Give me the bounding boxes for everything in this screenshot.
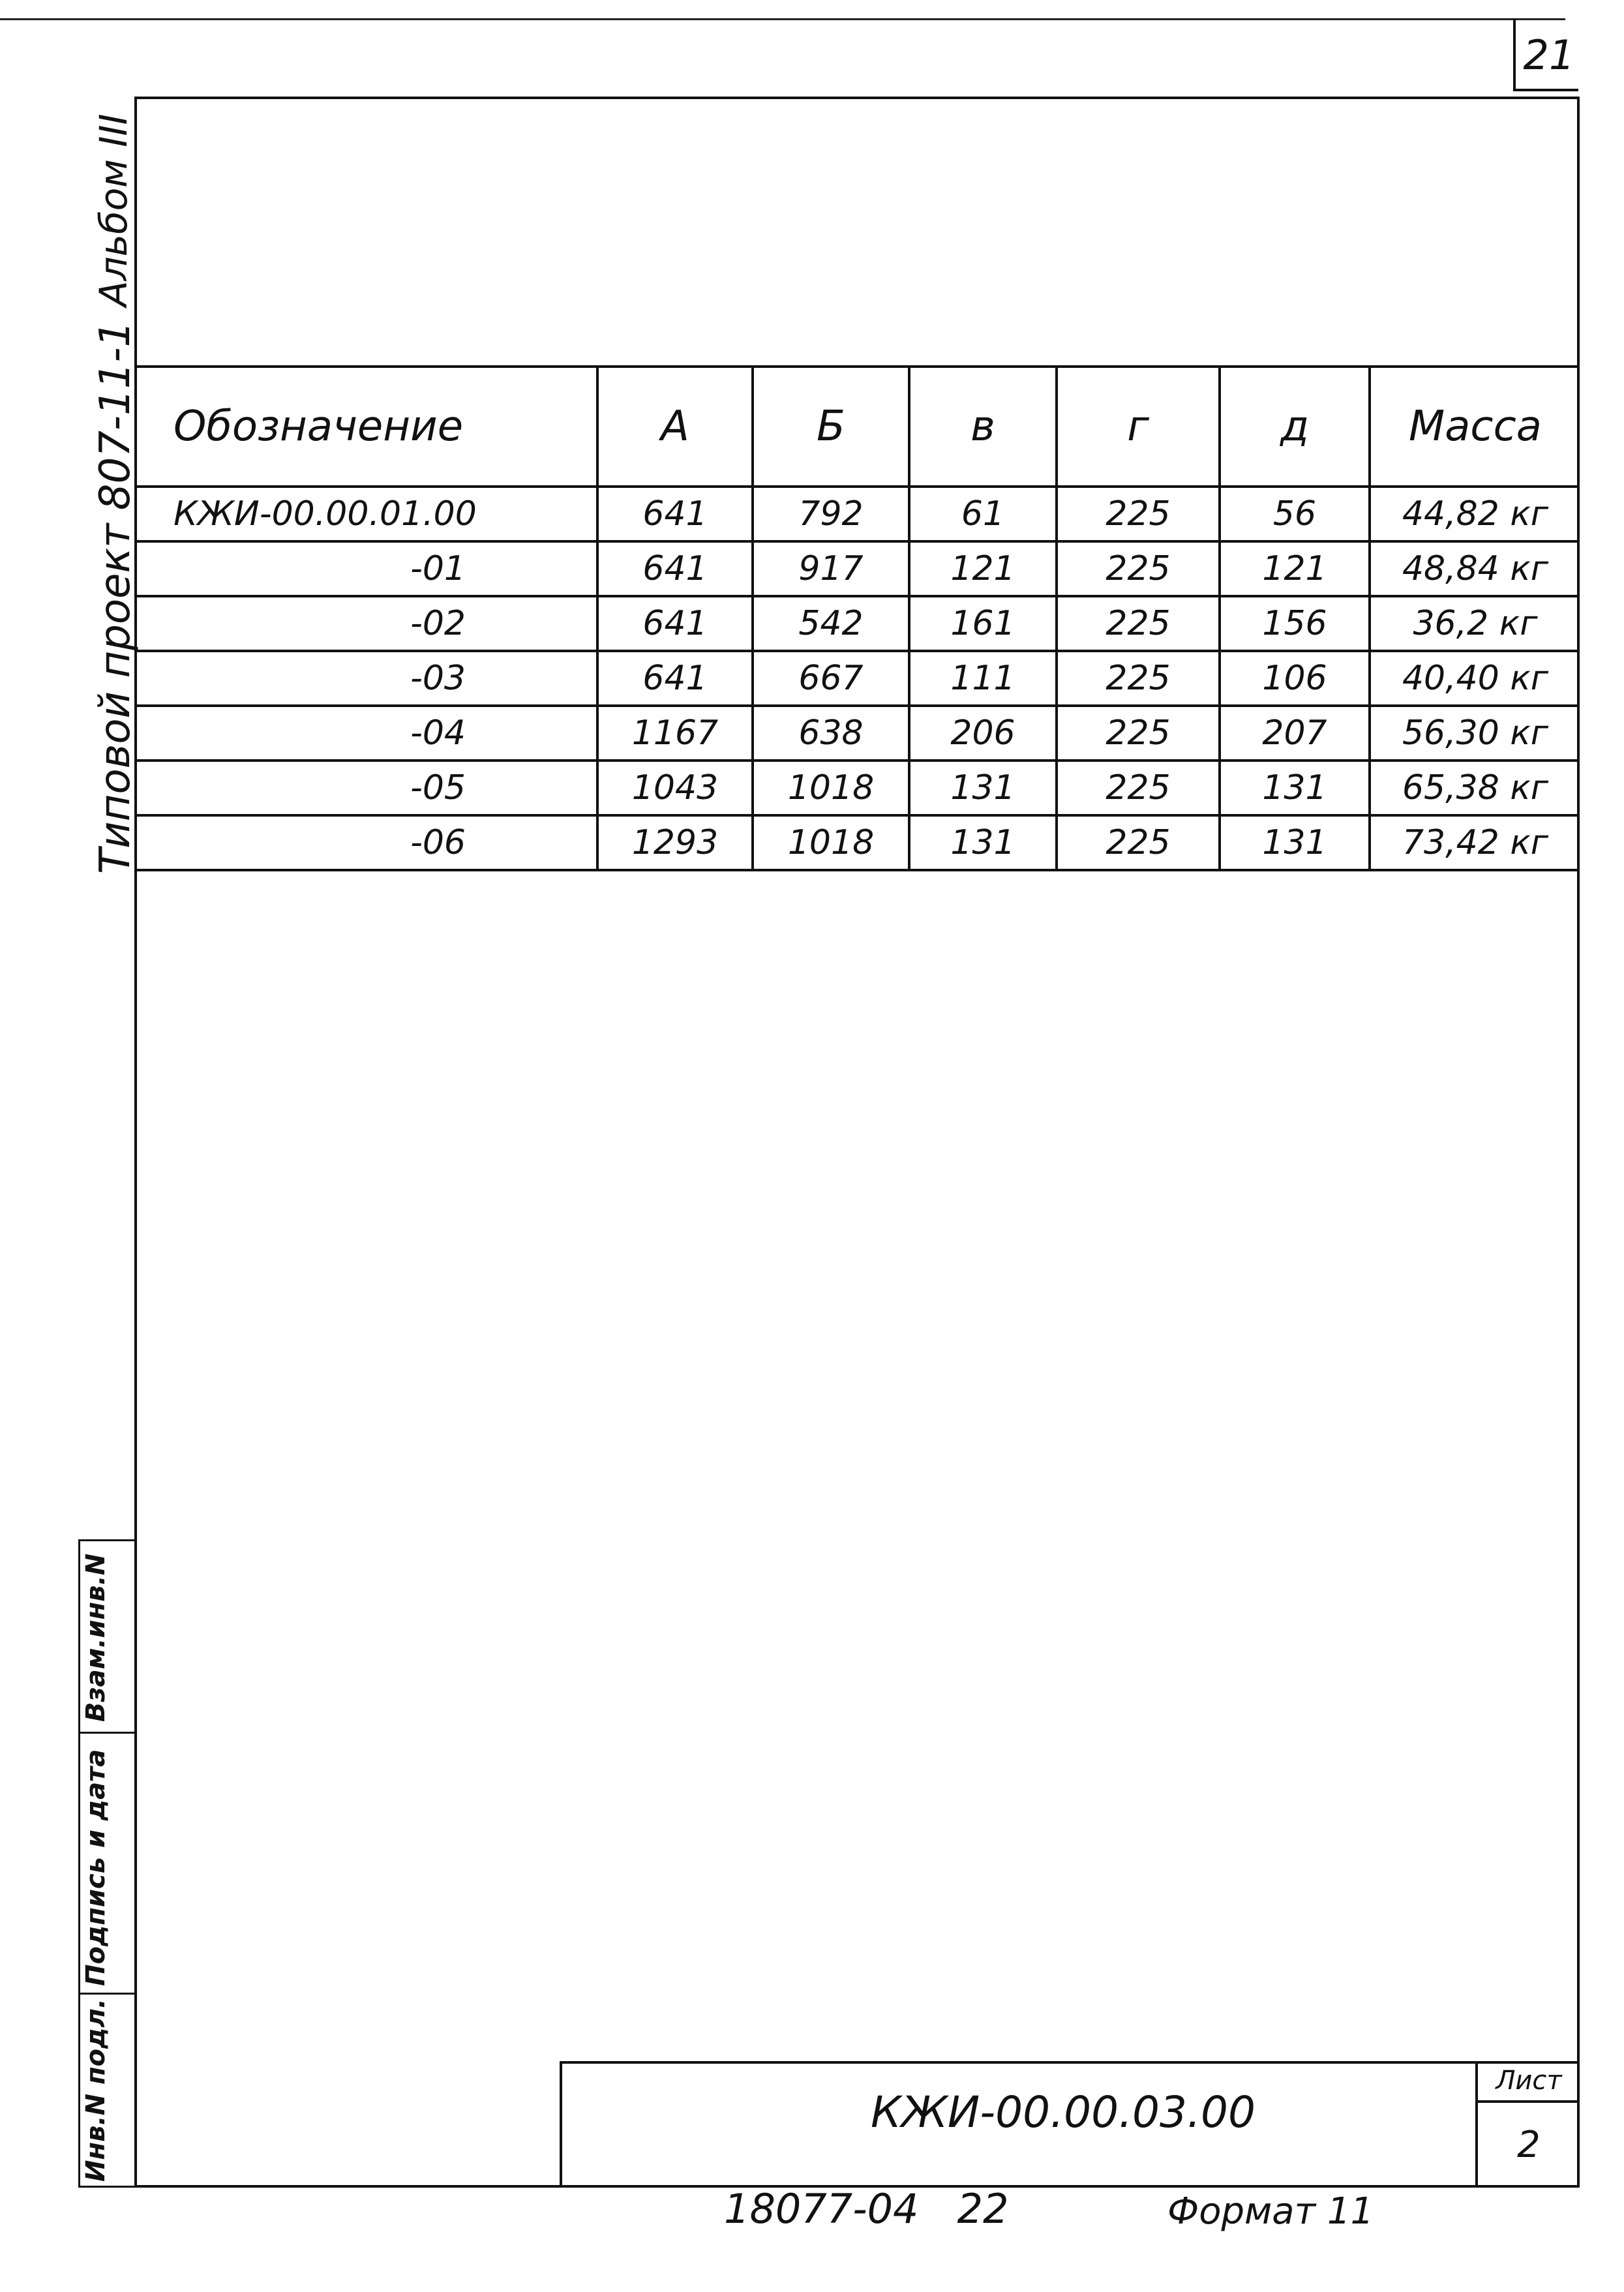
header-v: в	[909, 367, 1057, 487]
cell-d: 121	[1220, 541, 1370, 596]
table-row	[134, 706, 1580, 761]
album-label: Альбом III	[91, 113, 136, 307]
cell-b: 917	[753, 541, 909, 596]
cell-a: 1293	[597, 815, 753, 870]
cell-b: 792	[753, 487, 909, 541]
cell-a: 1167	[597, 706, 753, 761]
header-mass: Масса	[1370, 367, 1580, 487]
cell-designation: -03	[134, 651, 597, 706]
format-label: Формат 11	[1167, 2190, 1374, 2233]
cell-b: 667	[753, 651, 909, 706]
cell-v: 121	[909, 541, 1057, 596]
cell-designation: -02	[134, 596, 597, 651]
strip-divider-1	[78, 1732, 134, 1734]
cell-d: 156	[1220, 596, 1370, 651]
page-number-box-bottom	[1513, 89, 1578, 91]
table-row	[134, 596, 1580, 651]
table-header-row	[134, 367, 1580, 487]
page-number: 21	[1523, 31, 1575, 79]
cell-a: 1043	[597, 761, 753, 815]
page-number-box-left	[1513, 18, 1516, 90]
cell-d: 131	[1220, 761, 1370, 815]
table-row	[134, 487, 1580, 541]
cell-designation: -01	[134, 541, 597, 596]
cell-a: 641	[597, 596, 753, 651]
cell-designation: -06	[134, 815, 597, 870]
table-row	[134, 761, 1580, 815]
cell-a: 641	[597, 541, 753, 596]
cell-b: 1018	[753, 761, 909, 815]
cell-a: 641	[597, 651, 753, 706]
cell-b: 542	[753, 596, 909, 651]
table-row	[134, 815, 1580, 870]
document-code: КЖИ-00.00.03.00	[870, 2087, 1256, 2137]
cell-g: 225	[1057, 706, 1220, 761]
cell-g: 225	[1057, 651, 1220, 706]
specification-table	[134, 365, 1580, 871]
header-a: А	[597, 367, 753, 487]
table-row	[134, 541, 1580, 596]
cell-mass: 56,30 кг	[1370, 706, 1580, 761]
cell-designation: -04	[134, 706, 597, 761]
cell-g: 225	[1057, 487, 1220, 541]
cell-mass: 48,84 кг	[1370, 541, 1580, 596]
cell-v: 131	[909, 761, 1057, 815]
cell-d: 207	[1220, 706, 1370, 761]
cell-b: 1018	[753, 815, 909, 870]
cell-g: 225	[1057, 761, 1220, 815]
cell-g: 225	[1057, 596, 1220, 651]
header-b: Б	[753, 367, 909, 487]
cell-v: 161	[909, 596, 1057, 651]
table-row	[134, 651, 1580, 706]
cell-designation: -05	[134, 761, 597, 815]
strip-vzam-label: Взам.инв.N	[81, 1553, 111, 1722]
header-d: д	[1220, 367, 1370, 487]
strip-divider-2	[78, 1993, 134, 1995]
cell-b: 638	[753, 706, 909, 761]
cell-mass: 73,42 кг	[1370, 815, 1580, 870]
cell-mass: 65,38 кг	[1370, 761, 1580, 815]
cell-mass: 40,40 кг	[1370, 651, 1580, 706]
order-number: 18077-04 22	[724, 2185, 1009, 2233]
cell-d: 56	[1220, 487, 1370, 541]
cell-mass: 36,2 кг	[1370, 596, 1580, 651]
strip-inv-label: Инв.N подл.	[81, 1998, 111, 2182]
cell-g: 225	[1057, 815, 1220, 870]
top-border-line	[0, 18, 1565, 20]
cell-v: 206	[909, 706, 1057, 761]
cell-d: 106	[1220, 651, 1370, 706]
cell-g: 225	[1057, 541, 1220, 596]
cell-d: 131	[1220, 815, 1370, 870]
cell-v: 61	[909, 487, 1057, 541]
cell-mass: 44,82 кг	[1370, 487, 1580, 541]
strip-signature-label: Подпись и дата	[81, 1749, 111, 1986]
header-designation: Обозначение	[134, 367, 597, 487]
cell-v: 131	[909, 815, 1057, 870]
sheet-number: 2	[1517, 2124, 1541, 2166]
cell-a: 641	[597, 487, 753, 541]
sheet-label: Лист	[1496, 2066, 1562, 2096]
cell-v: 111	[909, 651, 1057, 706]
cell-designation: КЖИ-00.00.01.00	[134, 487, 597, 541]
header-g: г	[1057, 367, 1220, 487]
project-label: Типовой проект 807-11-1	[91, 320, 140, 874]
